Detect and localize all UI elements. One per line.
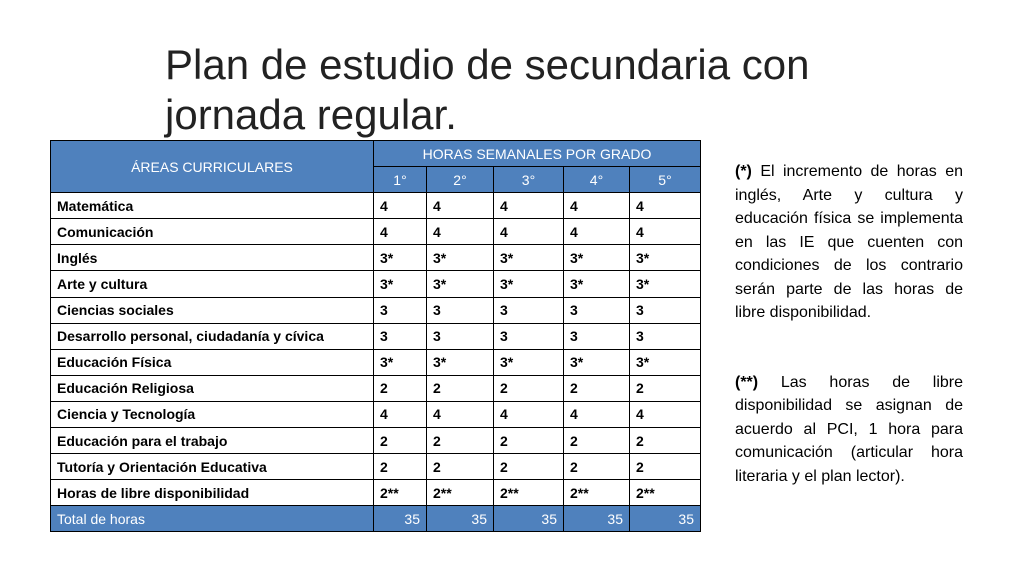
notes-panel [735,160,963,488]
table-row [51,193,701,219]
hours-cell: 3* [374,245,427,271]
hours-cell: 3 [494,297,564,323]
hours-cell: 2 [494,454,564,480]
grade-header-5: 5° [630,167,701,193]
hours-cell: 2** [494,480,564,506]
hours-cell: 4 [630,219,701,245]
table-row [51,401,701,427]
hours-cell: 35 [564,506,630,532]
note-2-marker: (**) [735,373,759,391]
hours-cell: 4 [494,401,564,427]
hours-cell: 3* [494,271,564,297]
header-areas: ÁREAS CURRICULARES [51,141,374,193]
slide-title [165,40,865,140]
area-name: Desarrollo personal, ciudadanía y cívica [51,323,374,349]
note-1-text: El incremento de horas en inglés, Arte y cultura y educación física se implementa en las IE que cuenten con condiciones de los contrario serán parte de las horas de libre disponibilidad. [735,163,963,321]
hours-cell: 3 [427,323,494,349]
hours-cell: 3* [427,271,494,297]
area-name: Ciencia y Tecnología [51,401,374,427]
header-horas: HORAS SEMANALES POR GRADO [374,141,701,167]
hours-cell: 4 [564,401,630,427]
hours-cell: 3* [427,349,494,375]
total-row [51,506,701,532]
area-name: Horas de libre disponibilidad [51,480,374,506]
table-row [51,428,701,454]
hours-cell: 3* [630,271,701,297]
hours-cell: 35 [374,506,427,532]
hours-cell: 3 [564,323,630,349]
note-1-marker: (*) [735,163,752,180]
hours-cell: 4 [374,401,427,427]
hours-cell: 3* [564,271,630,297]
hours-cell: 3* [494,349,564,375]
hours-cell: 4 [630,193,701,219]
hours-cell: 2 [427,454,494,480]
area-name: Educación Física [51,349,374,375]
slide-title-line2: jornada regular. [165,91,457,138]
hours-cell: 3 [494,323,564,349]
hours-cell: 4 [494,219,564,245]
hours-cell: 2** [564,480,630,506]
curriculum-table [50,140,701,532]
hours-cell: 2 [564,428,630,454]
table-row [51,219,701,245]
grade-header-3: 3° [494,167,564,193]
hours-cell: 4 [374,219,427,245]
hours-cell: 3 [374,323,427,349]
area-name: Educación para el trabajo [51,428,374,454]
hours-cell: 2 [630,454,701,480]
hours-cell: 3 [564,297,630,323]
table-row [51,349,701,375]
hours-cell: 3* [630,349,701,375]
area-name: Tutoría y Orientación Educativa [51,454,374,480]
area-name: Matemática [51,193,374,219]
hours-cell: 3* [564,245,630,271]
grade-header-2: 2° [427,167,494,193]
hours-cell: 35 [427,506,494,532]
hours-cell: 2 [494,428,564,454]
hours-cell: 4 [427,193,494,219]
hours-cell: 4 [564,219,630,245]
hours-cell: 35 [630,506,701,532]
table-row [51,323,701,349]
table-row [51,454,701,480]
hours-cell: 2 [374,454,427,480]
hours-cell: 4 [427,219,494,245]
hours-cell: 3* [374,271,427,297]
table-body [51,193,701,532]
hours-cell: 4 [374,193,427,219]
hours-cell: 3* [494,245,564,271]
note-1 [735,160,963,325]
hours-cell: 2** [427,480,494,506]
grade-header-1: 1° [374,167,427,193]
table-row [51,297,701,323]
hours-cell: 3 [427,297,494,323]
hours-cell: 4 [630,401,701,427]
area-name: Arte y cultura [51,271,374,297]
table-row [51,375,701,401]
hours-cell: 2 [564,375,630,401]
area-name: Total de horas [51,506,374,532]
hours-cell: 4 [427,401,494,427]
hours-cell: 2 [630,428,701,454]
slide-title-line1: Plan de estudio de secundaria con [165,41,810,88]
hours-cell: 4 [494,193,564,219]
hours-cell: 3* [427,245,494,271]
hours-cell: 3 [374,297,427,323]
hours-cell: 2 [427,375,494,401]
grade-header-4: 4° [564,167,630,193]
hours-cell: 2** [374,480,427,506]
hours-cell: 3* [374,349,427,375]
hours-cell: 3* [630,245,701,271]
hours-cell: 4 [564,193,630,219]
hours-cell: 2 [564,454,630,480]
area-name: Comunicación [51,219,374,245]
hours-cell: 2 [374,428,427,454]
hours-cell: 3 [630,297,701,323]
area-name: Inglés [51,245,374,271]
hours-cell: 2** [630,480,701,506]
table-row [51,271,701,297]
table-row [51,480,701,506]
hours-cell: 2 [494,375,564,401]
hours-cell: 2 [630,375,701,401]
hours-cell: 3 [630,323,701,349]
hours-cell: 2 [427,428,494,454]
hours-cell: 35 [494,506,564,532]
table-row [51,245,701,271]
hours-cell: 3* [564,349,630,375]
area-name: Educación Religiosa [51,375,374,401]
area-name: Ciencias sociales [51,297,374,323]
note-2 [735,371,963,489]
note-2-text: Las horas de libre disponibilidad se asignan de acuerdo al PCI, 1 hora para comunicación (articular hora literaria y el plan lector). [735,373,963,485]
hours-cell: 2 [374,375,427,401]
